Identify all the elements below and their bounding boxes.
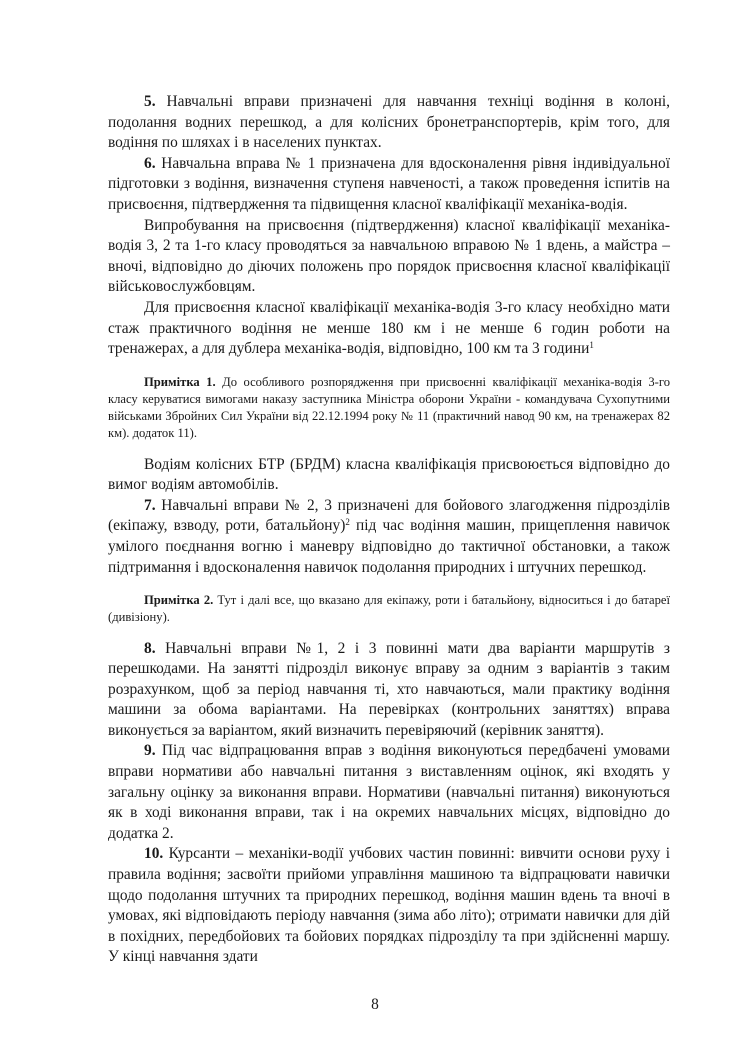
note-text: До особливого розпорядження при присвоєнні кваліфікації механіка-водія 3-го класу керуватися вимогами наказу заступника Міністра оборони України - командувача Сухопутними військами Збройних Сил України від 22.12.1994 року № 11 (практичний навод 90 км, на тренажерах 82 км). додаток 11).: [108, 374, 671, 441]
paragraph-5: [108, 92, 670, 154]
paragraph-8: [108, 639, 670, 742]
paragraph-6: [108, 154, 670, 216]
footnote-mark: 2: [345, 517, 350, 528]
body-text: [108, 92, 670, 968]
paragraph-text: Навчальна вправа № 1 призначена для вдосконалення рівня індивідуальної підготовки з водіння, визначення ступеня навченості, а також проведення іспитів на присвоєння, підтвердження та підвищення класної кваліфікації механіка-водія.: [108, 154, 670, 213]
note-text: Тут і далі все, що вказано для екіпажу, роти і батальйону, відноситься і до батареї (дивізіону).: [108, 593, 670, 625]
paragraph-text: Навчальні вправи № 2, 3 призначені для бойового злагодження підрозділів (екіпажу, взводу, роти, батальйону): [108, 496, 670, 535]
item-number: 5.: [144, 93, 156, 110]
note-2: [108, 592, 670, 626]
item-number: 10.: [144, 845, 164, 863]
note-label: Примітка 1.: [144, 374, 216, 389]
paragraph-trials: Випробування на присвоєння (підтвердження) класної кваліфікації механіка-водія 3, 2 та 1-го класу проводяться за навчальною вправою № 1 вдень, а майстра – вночі, відповідно до діючих положень про порядок присвоєння класної кваліфікації військовослужбовцям.: [108, 216, 670, 296]
item-number: 9.: [144, 742, 156, 760]
paragraph-text: Під час відпрацювання вправ з водіння виконуються передбачені умовами вправи нормативи або навчальні питання з виставленням оцінок, які входять у загальну оцінку за виконання вправи. Нормативи (навчальні питання) виконуються як в ході виконання вправи, так і на окремих навчальних місцях, відповідно до додатка 2.: [108, 742, 670, 842]
footnote-mark: 1: [589, 340, 594, 351]
paragraph-7: [108, 496, 670, 578]
paragraph-10: [108, 844, 670, 968]
item-number: 7.: [144, 496, 156, 514]
note-1: [108, 374, 670, 443]
item-number: 8.: [144, 639, 156, 657]
item-number: 6.: [144, 154, 156, 172]
page-number: 8: [371, 996, 379, 1013]
paragraph-text: Курсанти – механіки-водії учбових частин повинні: вивчити основи руху і правила водіння; засвоїти прийоми управління машиною та відпрацювати навички щодо подолання штучних та природних перешкод, водіння машин вдень та вночі в умовах, які відповідають періоду навчання (зима або літо); отримати навички для дій в похідних, передбойових та бойових порядках підрозділу та при здійсненні маршу. У кінці навчання здати: [108, 845, 670, 966]
paragraph-text: Навчальні вправи №1, 2 і 3 повинні мати два варіанти маршрутів з перешкодами. На занятті підрозділ виконує вправу за одним з варіантів з таким розрахунком, щоб за період навчання ті, хто навчаються, мали практику водіння машини за обома варіантами. На перевірках (контрольних заняттях) вправа виконується за варіантом, який визначить перевіряючий (керівник заняття).: [108, 639, 670, 739]
paragraph-9: [108, 741, 670, 844]
note-label: Примітка 2.: [144, 593, 214, 608]
paragraph-text: під час водіння машин, прищеплення навичок умілого поєднання вогню і маневру відповідно до тактичної обстановки, а також підтримання і вдосконалення навичок подолання природних і штучних перешкод.: [108, 517, 670, 576]
paragraph-text: Для присвоєння класної кваліфікації механіка-водія 3-го класу необхідно мати стаж практичного водіння не менше 180 км і не менше 6 годин роботи на тренажерах, а для дублера механіка-водія, відповідно, 100 км та 3 години: [108, 298, 670, 358]
paragraph-class3: [108, 298, 670, 360]
paragraph-text: Навчальні вправи призначені для навчання техніці водіння в колоні, подолання водних перешкод, а для колісних бронетранспортерів, крім того, для водіння по шляхах і в населених пунктах.: [108, 93, 670, 152]
paragraph-btr: Водіям колісних БТР (БРДМ) класна кваліфікація присвоюється відповідно до вимог водіям автомобілів.: [108, 455, 670, 494]
